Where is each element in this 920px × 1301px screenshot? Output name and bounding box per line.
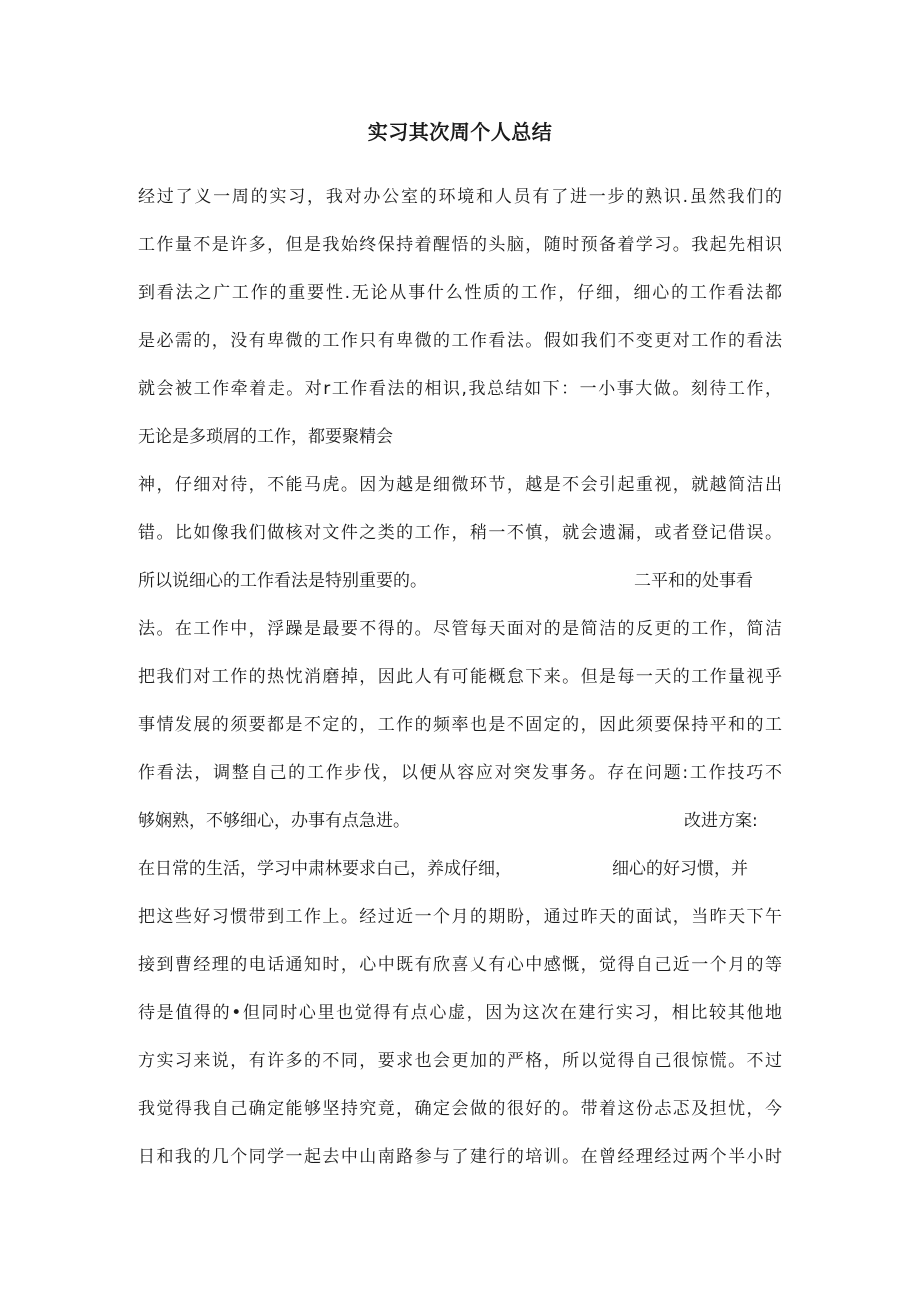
paragraph-line: 神，仔细对待，不能马虎。因为越是细微环节，越是不会引起重视，就越简洁出 [138, 475, 782, 495]
paragraph-line: 接到曹经理的电话通知时，心中既有欣喜乂有心中感慨，觉得自己近一个月的等 [138, 955, 782, 975]
paragraph-line: 方实习来说，有许多的不同，要求也会更加的严格，所以觉得自己很惊慌。不过 [138, 1051, 782, 1071]
paragraph-line: 事情发展的须要都是不定的，工作的频率也是不固定的，因此须要保持平和的工 [138, 715, 782, 735]
paragraph-text: 所以说细心的工作看法是特别重要的。 [138, 571, 427, 591]
paragraph-line: 无论是多琐屑的工作，都要聚精会 [138, 427, 393, 447]
paragraph-line [138, 854, 782, 884]
paragraph-text: 在日常的生活，学习中肃林要求白己，养成仔细， [138, 859, 512, 879]
paragraph-line: 法。在工作中，浮躁是最要不得的。尽管每天面对的是简洁的反更的工作，简洁 [138, 619, 782, 639]
paragraph-line: 到看法之广工作的重要性.无论从事什么性质的工作，仔细，细心的工作看法都 [138, 283, 782, 303]
paragraph-line: 日和我的几个同学一起去中山南路参与了建行的培训。在曾经理经过两个半小时 [138, 1147, 782, 1167]
paragraph-line: 我觉得我自己确定能够坚持究竟，确定会做的很好的。带着这份忐忑及担忧，今 [138, 1099, 782, 1119]
paragraph-line: 把我们对工作的热忱消磨掉，因此人有可能概怠下来。但是每一天的工作量视乎 [138, 667, 782, 687]
section-heading: 二平和的处事看 [634, 571, 753, 591]
paragraph-line: 待是值得的•但同时心里也觉得有点心虚，因为这次在建行实习，相比较其他地 [138, 1003, 782, 1023]
paragraph-line [138, 566, 782, 596]
paragraph-line: 作看法，调整自己的工作步伐，以便从容应对突发事务。存在问题:工作技巧不 [138, 763, 782, 783]
paragraph-text: 够娴熟，不够细心，办事有点急进。 [138, 811, 410, 831]
document-title: 实习其次周个人总结 [367, 120, 553, 144]
paragraph-line: 把这些好习惯带到工作上。经过近一个月的期盼，通过昨天的面试，当昨天下午 [138, 907, 782, 927]
paragraph-line: 工作量不是许多，但是我始终保持着醒悟的头脑，随时预备着学习。我起先相识 [138, 235, 782, 255]
paragraph-line: 是必需的，没有卑微的工作只有卑微的工作看法。假如我们不变更对工作的看法 [138, 331, 782, 351]
paragraph-line: 错。比如像我们做核对文件之类的工作，稍一不慎，就会遗漏，或者登记借误。 [138, 523, 782, 543]
paragraph-line: 经过了义一周的实习，我对办公室的环境和人员有了进一步的熟识.虽然我们的 [138, 187, 782, 207]
section-heading: 改进方案: [684, 811, 758, 831]
paragraph-text: 细心的好习惯，并 [612, 859, 748, 879]
paragraph-line: 就会被工作牵着走。对r工作看法的相识,我总结如下：一小事大做。刻待工作， [138, 379, 782, 399]
paragraph-line [138, 806, 782, 836]
